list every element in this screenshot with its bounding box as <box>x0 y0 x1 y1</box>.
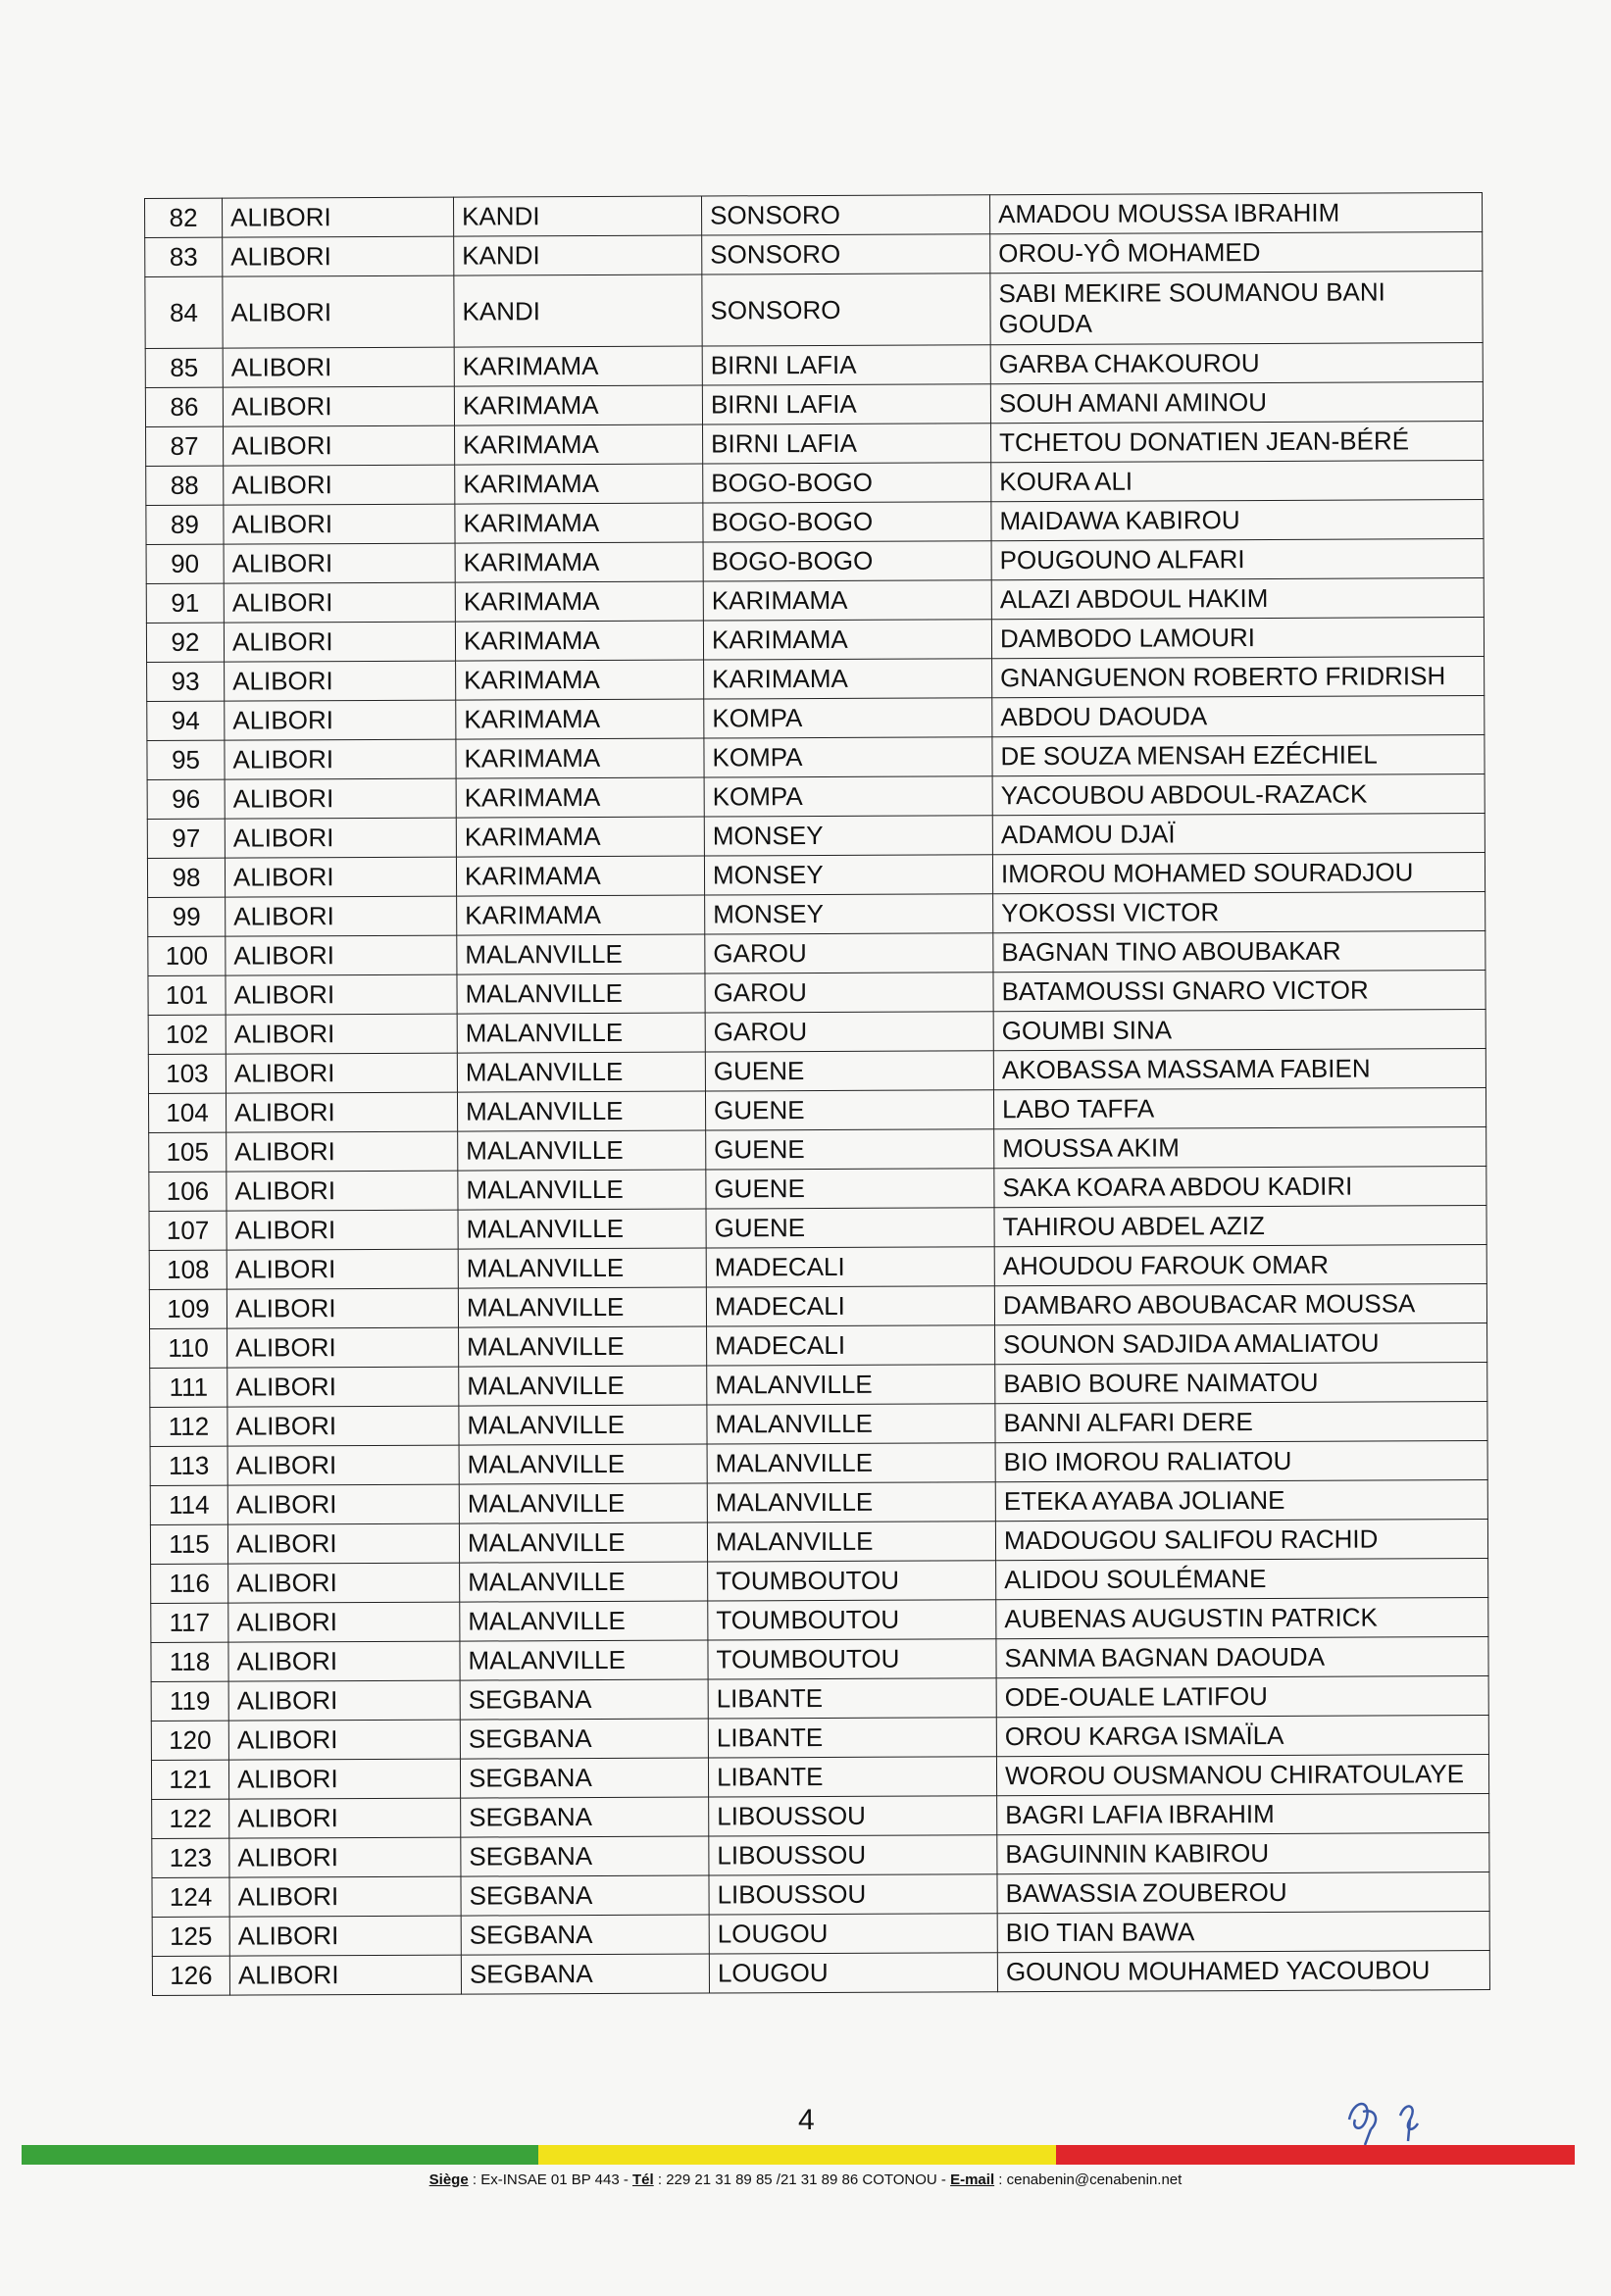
candidates-table <box>144 192 1490 1996</box>
row-number-cell: 89 <box>146 505 224 544</box>
department-cell: ALIBORI <box>225 661 456 701</box>
row-number-cell: 86 <box>145 387 223 426</box>
person-name-cell: OROU-YÔ MOHAMED <box>990 232 1483 274</box>
row-number-cell: 110 <box>150 1328 227 1368</box>
flag-green-stripe <box>22 2145 538 2165</box>
arrondissement-cell: SONSORO <box>702 274 990 346</box>
row-number-cell: 83 <box>145 237 223 276</box>
table-row <box>148 1088 1485 1133</box>
commune-cell: KARIMAMA <box>454 385 702 425</box>
person-name-cell: YOKOSSI VICTOR <box>993 892 1485 933</box>
commune-cell: KANDI <box>453 196 701 236</box>
row-number-cell: 121 <box>151 1760 228 1799</box>
flag-red-stripe <box>1056 2145 1575 2165</box>
row-number-cell: 87 <box>146 426 224 466</box>
commune-cell: MALANVILLE <box>459 1405 707 1445</box>
person-name-cell: SABI MEKIRE SOUMANOU BANI GOUDA <box>990 272 1483 345</box>
person-name-cell: BAGUINNIN KABIROU <box>997 1833 1489 1874</box>
arrondissement-cell: KARIMAMA <box>704 659 992 699</box>
commune-cell: MALANVILLE <box>459 1326 707 1367</box>
row-number-cell: 115 <box>150 1524 227 1564</box>
commune-cell: KARIMAMA <box>454 346 702 386</box>
row-number-cell: 105 <box>149 1132 227 1172</box>
row-number-cell: 107 <box>149 1211 227 1250</box>
commune-cell: SEGBANA <box>461 1915 709 1955</box>
person-name-cell: BIO TIAN BAWA <box>997 1912 1489 1953</box>
department-cell: ALIBORI <box>228 1759 460 1799</box>
row-number-cell: 114 <box>150 1485 227 1524</box>
arrondissement-cell: GUENE <box>705 1051 993 1091</box>
person-name-cell: BABIO BOURE NAIMATOU <box>995 1363 1487 1404</box>
commune-cell: KARIMAMA <box>456 817 704 857</box>
arrondissement-cell: MALANVILLE <box>707 1482 995 1522</box>
table-row <box>146 461 1484 506</box>
table-row <box>145 232 1483 277</box>
department-cell: ALIBORI <box>227 1288 458 1328</box>
person-name-cell: ALAZI ABDOUL HAKIM <box>991 578 1484 620</box>
department-cell: ALIBORI <box>227 1484 459 1524</box>
person-name-cell: GOUMBI SINA <box>993 1010 1485 1051</box>
arrondissement-cell: BOGO-BOGO <box>703 502 991 542</box>
arrondissement-cell: TOUMBOUTOU <box>708 1600 996 1640</box>
table-row <box>148 892 1485 937</box>
department-cell: ALIBORI <box>223 347 454 387</box>
department-cell: ALIBORI <box>224 543 455 583</box>
person-name-cell: LABO TAFFA <box>993 1088 1485 1129</box>
department-cell: ALIBORI <box>224 582 455 623</box>
person-name-cell: TCHETOU DONATIEN JEAN-BÉRÉ <box>991 422 1484 463</box>
row-number-cell: 126 <box>152 1956 229 1995</box>
arrondissement-cell: MALANVILLE <box>707 1522 995 1562</box>
row-number-cell: 112 <box>150 1407 227 1446</box>
person-name-cell: AKOBASSA MASSAMA FABIEN <box>993 1049 1485 1090</box>
department-cell: ALIBORI <box>225 778 456 819</box>
commune-cell: SEGBANA <box>461 1836 709 1876</box>
row-number-cell: 98 <box>147 858 225 897</box>
department-cell: ALIBORI <box>223 386 454 426</box>
arrondissement-cell: SONSORO <box>702 234 990 275</box>
table-row <box>151 1598 1488 1643</box>
department-cell: ALIBORI <box>227 1327 459 1368</box>
row-number-cell: 103 <box>148 1054 226 1093</box>
arrondissement-cell: KARIMAMA <box>703 580 991 621</box>
table-row <box>146 578 1484 624</box>
department-cell: ALIBORI <box>228 1563 460 1603</box>
person-name-cell: AMADOU MOUSSA IBRAHIM <box>989 193 1482 234</box>
commune-cell: SEGBANA <box>460 1719 708 1759</box>
person-name-cell: BAWASSIA ZOUBEROU <box>997 1872 1489 1914</box>
flag-color-bar <box>22 2145 1575 2165</box>
commune-cell: MALANVILLE <box>458 1248 706 1288</box>
department-cell: ALIBORI <box>226 935 457 975</box>
row-number-cell: 119 <box>151 1681 228 1721</box>
table-row <box>149 1245 1486 1290</box>
row-number-cell: 84 <box>145 276 223 348</box>
commune-cell: MALANVILLE <box>459 1444 707 1484</box>
row-number-cell: 116 <box>151 1564 228 1603</box>
footer-siege-label: Siège <box>428 2171 469 2188</box>
department-cell: ALIBORI <box>226 1092 457 1132</box>
department-cell: ALIBORI <box>229 1876 461 1917</box>
person-name-cell: IMOROU MOHAMED SOURADJOU <box>992 853 1485 894</box>
table-row <box>150 1480 1487 1525</box>
row-number-cell: 96 <box>147 779 225 819</box>
table-row <box>151 1637 1488 1682</box>
row-number-cell: 82 <box>145 198 223 237</box>
commune-cell: MALANVILLE <box>459 1366 707 1406</box>
person-name-cell: DAMBODO LAMOURI <box>991 618 1484 659</box>
table-row <box>151 1559 1488 1604</box>
row-number-cell: 90 <box>146 544 224 583</box>
arrondissement-cell: LIBOUSSOU <box>709 1796 997 1836</box>
page-number: 4 <box>798 2104 815 2136</box>
person-name-cell: DAMBARO ABOUBACAR MOUSSA <box>994 1284 1486 1325</box>
table-row <box>147 696 1485 741</box>
row-number-cell: 102 <box>148 1015 226 1054</box>
table-row <box>152 1794 1489 1839</box>
arrondissement-cell: BOGO-BOGO <box>703 541 991 581</box>
arrondissement-cell: LOUGOU <box>709 1914 997 1954</box>
arrondissement-cell: GAROU <box>705 933 993 973</box>
arrondissement-cell: GUENE <box>706 1169 994 1209</box>
commune-cell: MALANVILLE <box>457 973 705 1014</box>
commune-cell: KARIMAMA <box>456 856 704 896</box>
row-number-cell: 106 <box>149 1172 227 1211</box>
row-number-cell: 117 <box>151 1603 228 1642</box>
arrondissement-cell: TOUMBOUTOU <box>708 1639 996 1679</box>
department-cell: ALIBORI <box>225 818 456 858</box>
arrondissement-cell: LIBOUSSOU <box>709 1835 997 1875</box>
arrondissement-cell: LIBOUSSOU <box>709 1874 997 1915</box>
person-name-cell: BANNI ALFARI DERE <box>995 1402 1487 1443</box>
department-cell: ALIBORI <box>227 1523 459 1564</box>
table-row <box>148 971 1485 1016</box>
table-row <box>146 618 1484 663</box>
row-number-cell: 101 <box>148 975 226 1015</box>
arrondissement-cell: MALANVILLE <box>707 1404 995 1444</box>
table-row <box>150 1520 1487 1565</box>
table-row <box>150 1363 1487 1408</box>
table-row <box>148 1010 1485 1055</box>
arrondissement-cell: LOUGOU <box>709 1953 997 1993</box>
handwritten-initials <box>1341 2090 1439 2149</box>
person-name-cell: ABDOU DAOUDA <box>992 696 1485 737</box>
person-name-cell: TAHIROU ABDEL AZIZ <box>994 1206 1486 1247</box>
arrondissement-cell: TOUMBOUTOU <box>708 1561 996 1601</box>
table-row <box>150 1402 1487 1447</box>
department-cell: ALIBORI <box>229 1955 461 1995</box>
row-number-cell: 94 <box>147 701 225 740</box>
commune-cell: SEGBANA <box>461 1875 709 1916</box>
table-row <box>152 1833 1489 1878</box>
table-row <box>145 193 1483 238</box>
person-name-cell: GOUNOU MOUHAMED YACOUBOU <box>997 1951 1489 1992</box>
commune-cell: SEGBANA <box>460 1758 708 1798</box>
commune-cell: KANDI <box>454 235 702 275</box>
commune-cell: SEGBANA <box>461 1954 709 1994</box>
arrondissement-cell: MADECALI <box>706 1247 994 1287</box>
commune-cell: KARIMAMA <box>456 738 704 778</box>
row-number-cell: 113 <box>150 1446 227 1485</box>
person-name-cell: OROU KARGA ISMAÏLA <box>996 1716 1488 1757</box>
row-number-cell: 125 <box>152 1917 229 1956</box>
person-name-cell: AUBENAS AUGUSTIN PATRICK <box>996 1598 1488 1639</box>
department-cell: ALIBORI <box>223 236 454 276</box>
arrondissement-cell: KOMPA <box>704 698 992 738</box>
department-cell: ALIBORI <box>226 1014 457 1054</box>
department-cell: ALIBORI <box>227 1171 458 1211</box>
commune-cell: KARIMAMA <box>456 777 704 818</box>
table-row <box>147 735 1485 780</box>
commune-cell: KARIMAMA <box>455 424 703 465</box>
table-row <box>151 1755 1488 1800</box>
table-row <box>147 657 1485 702</box>
row-number-cell: 100 <box>148 936 226 975</box>
person-name-cell: BATAMOUSSI GNARO VICTOR <box>993 971 1485 1012</box>
department-cell: ALIBORI <box>224 622 455 662</box>
commune-cell: MALANVILLE <box>457 1052 705 1092</box>
department-cell: ALIBORI <box>224 425 455 466</box>
table-row <box>151 1716 1488 1761</box>
arrondissement-cell: SONSORO <box>701 195 989 235</box>
person-name-cell: BAGNAN TINO ABOUBAKAR <box>993 931 1485 973</box>
person-name-cell: WOROU OUSMANOU CHIRATOULAYE <box>996 1755 1488 1796</box>
commune-cell: SEGBANA <box>461 1797 709 1837</box>
department-cell: ALIBORI <box>229 1798 461 1838</box>
row-number-cell: 122 <box>152 1799 229 1838</box>
row-number-cell: 120 <box>151 1721 228 1760</box>
row-number-cell: 88 <box>146 466 224 505</box>
table-row <box>149 1127 1486 1173</box>
commune-cell: KARIMAMA <box>455 464 703 504</box>
arrondissement-cell: MONSEY <box>704 855 992 895</box>
department-cell: ALIBORI <box>227 1249 458 1289</box>
department-cell: ALIBORI <box>228 1602 460 1642</box>
department-cell: ALIBORI <box>228 1720 460 1760</box>
commune-cell: MALANVILLE <box>457 1091 705 1131</box>
table-row <box>152 1872 1489 1918</box>
person-name-cell: SOUH AMANI AMINOU <box>990 382 1483 424</box>
arrondissement-cell: LIBANTE <box>708 1678 996 1719</box>
row-number-cell: 123 <box>152 1838 229 1877</box>
department-cell: ALIBORI <box>228 1680 460 1721</box>
row-number-cell: 93 <box>147 662 225 701</box>
person-name-cell: GNANGUENON ROBERTO FRIDRISH <box>992 657 1485 698</box>
person-name-cell: ODE-OUALE LATIFOU <box>996 1676 1488 1718</box>
row-number-cell: 111 <box>150 1368 227 1407</box>
footer-tel-text: : 229 21 31 89 85 /21 31 89 86 COTONOU - <box>653 2171 951 2188</box>
arrondissement-cell: MONSEY <box>705 894 993 934</box>
department-cell: ALIBORI <box>223 197 454 237</box>
commune-cell: KARIMAMA <box>455 621 703 661</box>
department-cell: ALIBORI <box>228 1641 460 1681</box>
department-cell: ALIBORI <box>227 1406 459 1446</box>
table-row <box>149 1284 1486 1329</box>
footer-address <box>0 2171 1611 2188</box>
department-cell: ALIBORI <box>227 1445 459 1485</box>
table-row <box>146 422 1484 467</box>
commune-cell: KANDI <box>454 275 702 347</box>
flag-yellow-stripe <box>538 2145 1055 2165</box>
table-row <box>149 1167 1486 1212</box>
commune-cell: MALANVILLE <box>458 1170 706 1210</box>
department-cell: ALIBORI <box>224 465 455 505</box>
arrondissement-cell: BIRNI LAFIA <box>702 345 990 385</box>
commune-cell: MALANVILLE <box>458 1130 706 1171</box>
arrondissement-cell: GAROU <box>705 973 993 1013</box>
arrondissement-cell: MADECALI <box>706 1286 994 1326</box>
table-row <box>149 1206 1486 1251</box>
person-name-cell: KOURA ALI <box>991 461 1484 502</box>
department-cell: ALIBORI <box>225 739 456 779</box>
commune-cell: MALANVILLE <box>460 1562 708 1602</box>
table-row <box>148 931 1485 976</box>
department-cell: ALIBORI <box>225 700 456 740</box>
department-cell: ALIBORI <box>225 857 456 897</box>
row-number-cell: 104 <box>148 1093 226 1132</box>
commune-cell: MALANVILLE <box>460 1601 708 1641</box>
commune-cell: MALANVILLE <box>459 1483 707 1523</box>
department-cell: ALIBORI <box>227 1131 458 1172</box>
row-number-cell: 97 <box>147 819 225 858</box>
person-name-cell: SANMA BAGNAN DAOUDA <box>996 1637 1488 1678</box>
table-row <box>146 500 1484 545</box>
commune-cell: KARIMAMA <box>455 581 703 622</box>
person-name-cell: MOUSSA AKIM <box>994 1127 1486 1169</box>
footer-tel-label: Tél <box>632 2171 654 2188</box>
person-name-cell: DE SOUZA MENSAH EZÉCHIEL <box>992 735 1485 776</box>
person-name-cell: MAIDAWA KABIROU <box>991 500 1484 541</box>
commune-cell: MALANVILLE <box>459 1522 707 1563</box>
person-name-cell: POUGOUNO ALFARI <box>991 539 1484 580</box>
department-cell: ALIBORI <box>227 1210 458 1250</box>
table-row <box>147 814 1485 859</box>
commune-cell: KARIMAMA <box>456 660 704 700</box>
commune-cell: MALANVILLE <box>460 1640 708 1680</box>
table-row <box>145 272 1483 349</box>
table-row <box>145 343 1483 388</box>
row-number-cell: 91 <box>146 583 224 623</box>
person-name-cell: SAKA KOARA ABDOU KADIRI <box>994 1167 1486 1208</box>
arrondissement-cell: MADECALI <box>707 1325 995 1366</box>
department-cell: ALIBORI <box>226 896 457 936</box>
table-row <box>147 774 1485 820</box>
arrondissement-cell: BOGO-BOGO <box>703 463 991 503</box>
commune-cell: MALANVILLE <box>458 1287 706 1327</box>
footer-email-label[interactable]: E-mail <box>950 2171 995 2188</box>
person-name-cell: BAGRI LAFIA IBRAHIM <box>997 1794 1489 1835</box>
commune-cell: SEGBANA <box>460 1679 708 1720</box>
arrondissement-cell: KOMPA <box>704 737 992 777</box>
table-row <box>147 853 1485 898</box>
department-cell: ALIBORI <box>227 1367 459 1407</box>
table-row <box>145 382 1483 427</box>
department-cell: ALIBORI <box>229 1916 461 1956</box>
commune-cell: MALANVILLE <box>457 934 705 974</box>
footer-siege-text: : Ex-INSAE 01 BP 443 - <box>468 2171 632 2188</box>
person-name-cell: GARBA CHAKOUROU <box>990 343 1483 384</box>
commune-cell: MALANVILLE <box>458 1209 706 1249</box>
commune-cell: KARIMAMA <box>455 542 703 582</box>
department-cell: ALIBORI <box>229 1837 461 1877</box>
arrondissement-cell: MONSEY <box>704 816 992 856</box>
department-cell: ALIBORI <box>226 974 457 1015</box>
commune-cell: KARIMAMA <box>457 895 705 935</box>
person-name-cell: ALIDOU SOULÉMANE <box>996 1559 1488 1600</box>
person-name-cell: YACOUBOU ABDOUL-RAZACK <box>992 774 1485 816</box>
table-row <box>148 1049 1485 1094</box>
table-row <box>152 1912 1489 1957</box>
arrondissement-cell: LIBANTE <box>708 1718 996 1758</box>
table-row <box>150 1323 1487 1369</box>
department-cell: ALIBORI <box>226 1053 457 1093</box>
table-row <box>150 1441 1487 1486</box>
row-number-cell: 118 <box>151 1642 228 1681</box>
arrondissement-cell: MALANVILLE <box>707 1443 995 1483</box>
arrondissement-cell: BIRNI LAFIA <box>702 384 990 424</box>
person-name-cell: AHOUDOU FAROUK OMAR <box>994 1245 1486 1286</box>
department-cell: ALIBORI <box>224 504 455 544</box>
row-number-cell: 99 <box>148 897 226 936</box>
person-name-cell: SOUNON SADJIDA AMALIATOU <box>995 1323 1487 1365</box>
row-number-cell: 109 <box>149 1289 227 1328</box>
arrondissement-cell: GUENE <box>706 1208 994 1248</box>
row-number-cell: 85 <box>145 348 223 387</box>
row-number-cell: 92 <box>146 623 224 662</box>
arrondissement-cell: KARIMAMA <box>703 620 991 660</box>
person-name-cell: BIO IMOROU RALIATOU <box>995 1441 1487 1482</box>
row-number-cell: 124 <box>152 1877 229 1917</box>
arrondissement-cell: GUENE <box>705 1090 993 1130</box>
person-name-cell: ADAMOU DJAÏ <box>992 814 1485 855</box>
arrondissement-cell: LIBANTE <box>708 1757 996 1797</box>
arrondissement-cell: GUENE <box>706 1129 994 1170</box>
table-row <box>152 1951 1489 1996</box>
table-body <box>145 193 1490 1996</box>
person-name-cell: MADOUGOU SALIFOU RACHID <box>995 1520 1487 1561</box>
commune-cell: MALANVILLE <box>457 1013 705 1053</box>
commune-cell: KARIMAMA <box>455 503 703 543</box>
arrondissement-cell: GAROU <box>705 1012 993 1052</box>
row-number-cell: 95 <box>147 740 225 779</box>
arrondissement-cell: MALANVILLE <box>707 1365 995 1405</box>
department-cell: ALIBORI <box>223 275 454 348</box>
arrondissement-cell: BIRNI LAFIA <box>703 424 991 464</box>
commune-cell: KARIMAMA <box>456 699 704 739</box>
person-name-cell: ETEKA AYABA JOLIANE <box>995 1480 1487 1522</box>
table-row <box>146 539 1484 584</box>
row-number-cell: 108 <box>149 1250 227 1289</box>
footer-email-text[interactable]: : cenabenin@cenabenin.net <box>994 2171 1183 2188</box>
table-row <box>151 1676 1488 1722</box>
arrondissement-cell: KOMPA <box>704 776 992 817</box>
